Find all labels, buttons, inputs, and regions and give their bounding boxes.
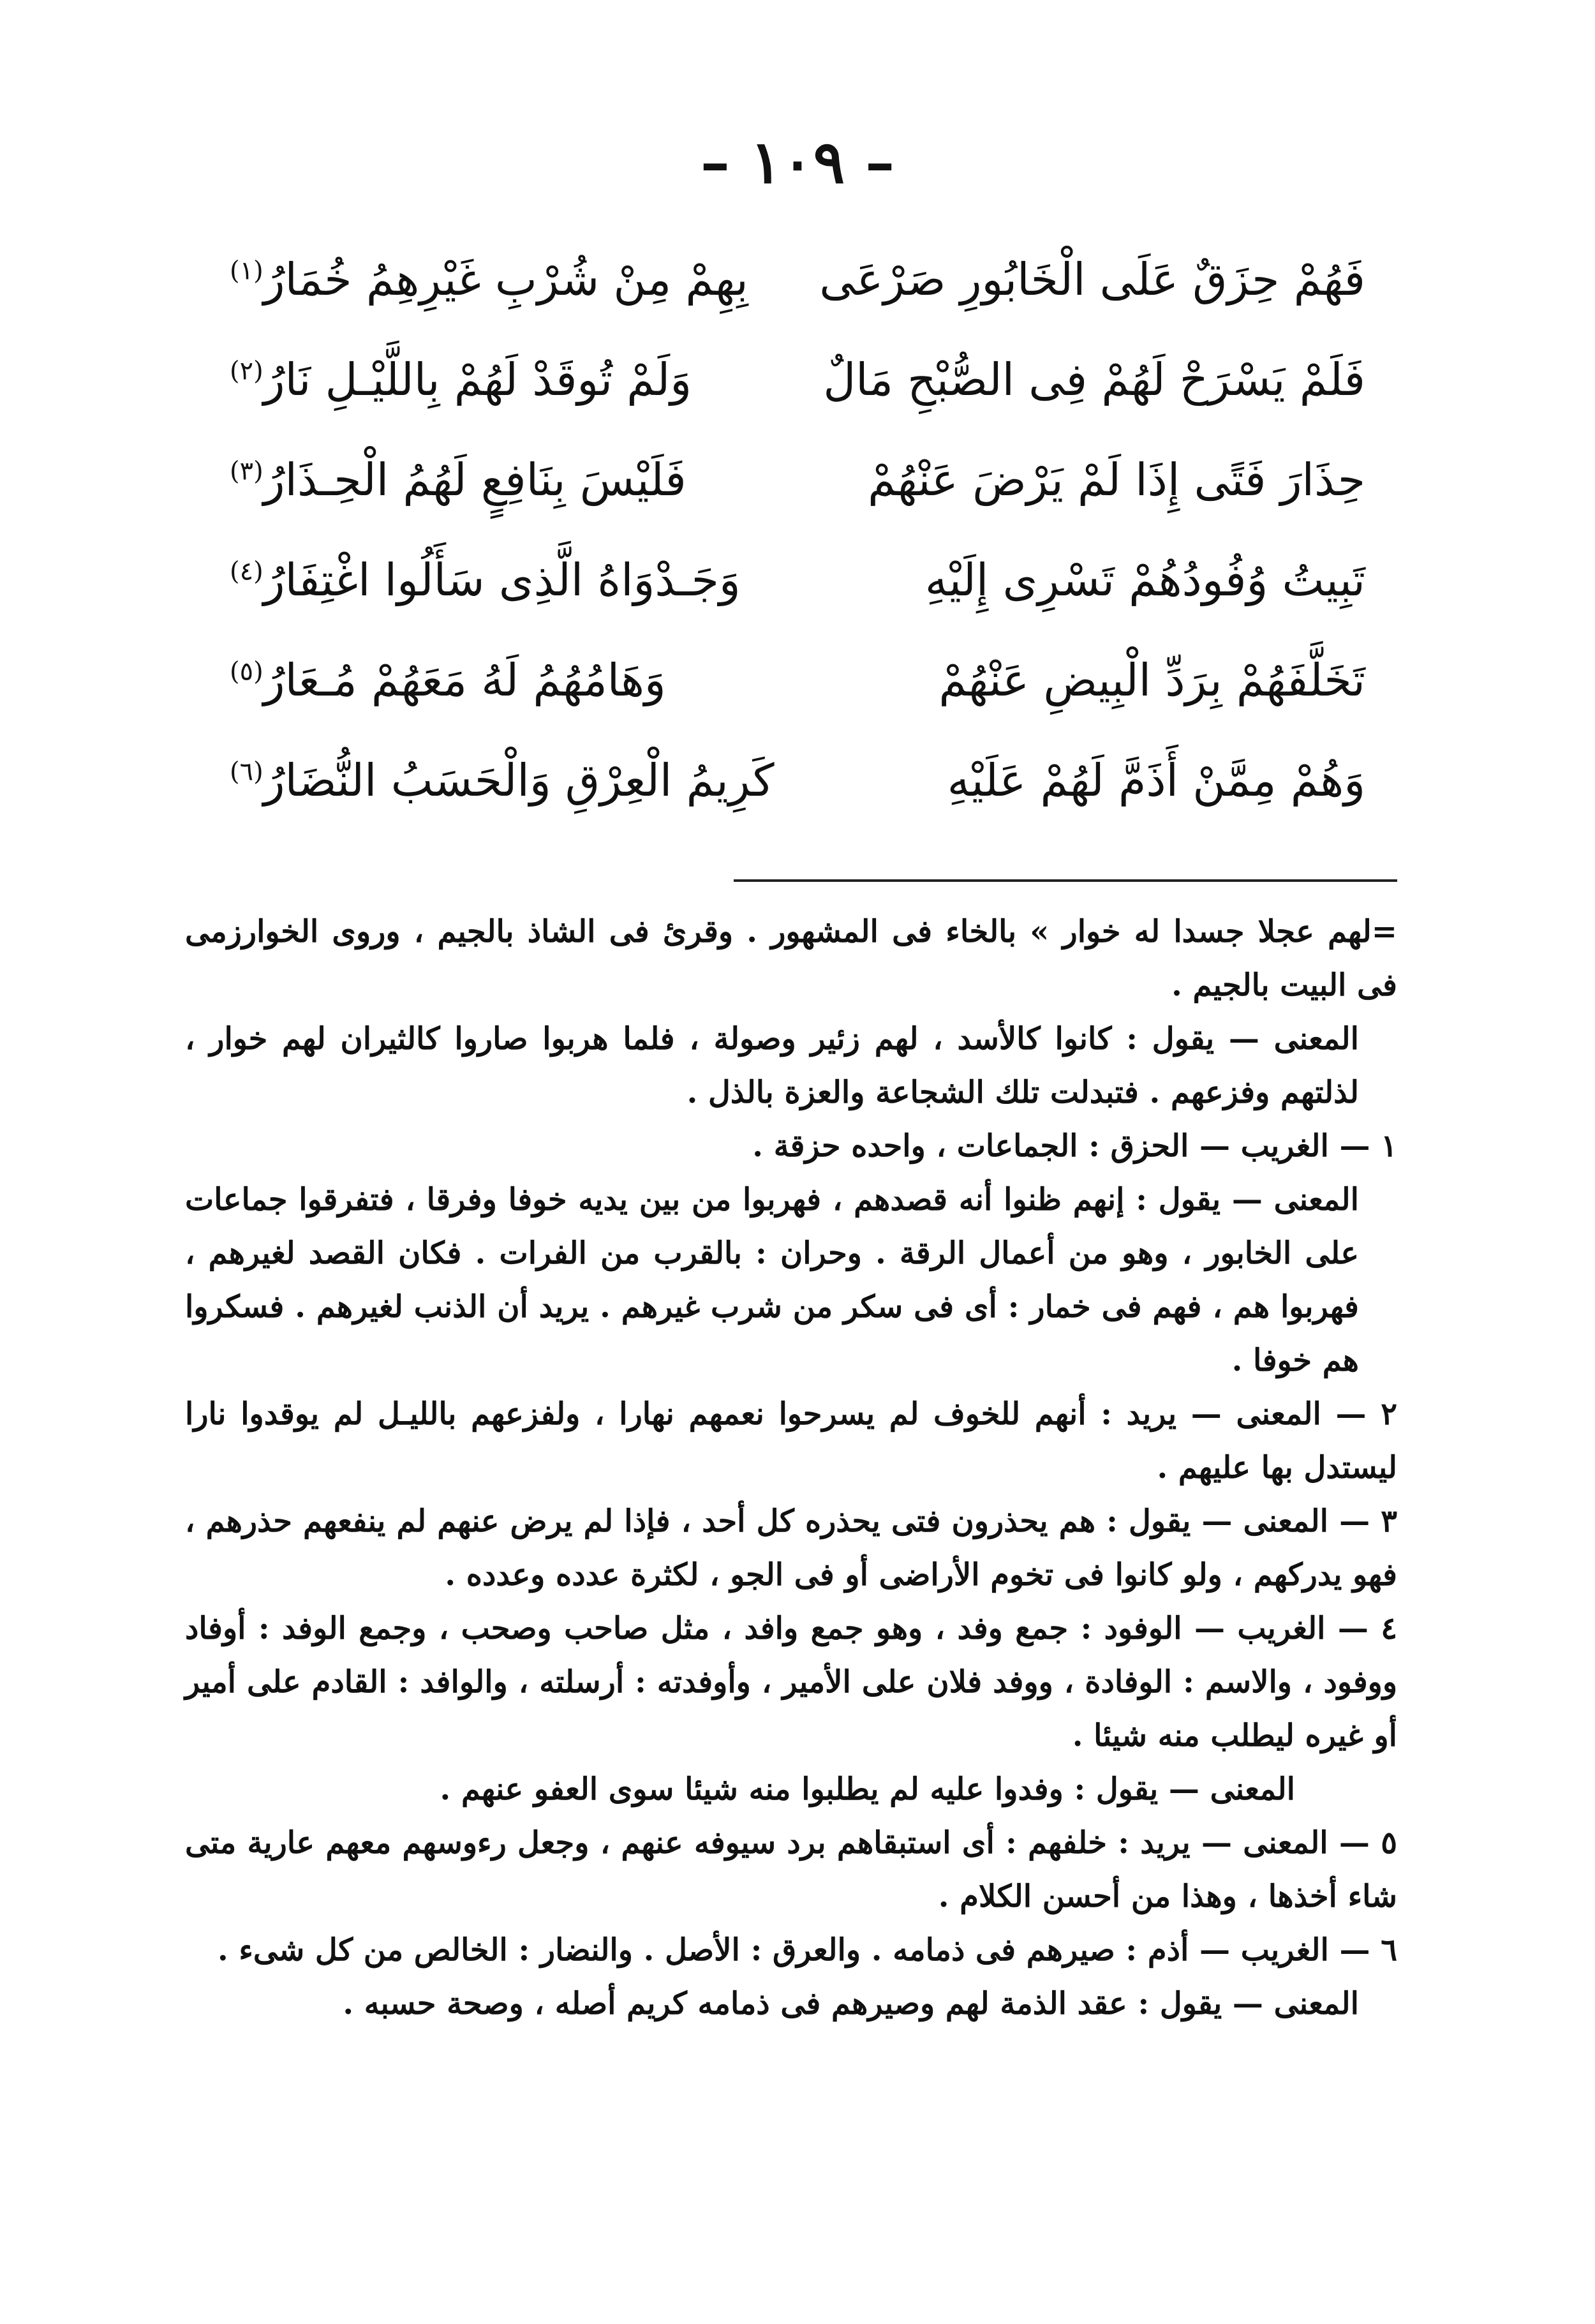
verse-second-hemistich xyxy=(230,731,791,831)
verse-second-hemistich xyxy=(230,630,791,731)
poem-verses xyxy=(230,230,1365,831)
footnote-marker: (١) xyxy=(230,256,263,286)
commentary-paragraph: ١ — الغريب — الحزق : الجماعات ، واحده حزقة . xyxy=(752,1128,1397,1164)
verse-second-hemistich xyxy=(230,530,791,630)
verse-line xyxy=(230,731,1365,831)
verse-second-hemistich xyxy=(230,330,791,430)
commentary-paragraph: =لهم عجلا جسدا له خوار » بالخاء فى المشهور . وقرئ فى الشاذ بالجيم ، وروى الخوارزمى فى البيت بالجيم . xyxy=(185,914,1397,1003)
footnote-marker: (٣) xyxy=(230,456,263,486)
commentary-paragraph: المعنى — يقول : وفدوا عليه لم يطلبوا منه شيئا سوى العفو عنهم . xyxy=(440,1771,1295,1807)
verse-first-hemistich: تَخَلَّفَهُمْ بِرَدِّ الْبِيضِ عَنْهُمْ xyxy=(938,654,1365,706)
footnote-marker: (٢) xyxy=(230,356,263,386)
verse-second-hemistich-text: كَرِيمُ الْعِرْقِ وَالْحَسَبُ النُّضَارُ xyxy=(263,754,775,807)
verse-second-hemistich xyxy=(230,230,791,330)
commentary-paragraph: المعنى — يقول : عقد الذمة لهم وصيرهم فى ذمامه كريم أصله ، وصحة حسبه . xyxy=(343,1986,1359,2022)
verse-first-hemistich: فَلَمْ يَسْرَحْ لَهُمْ فِى الصُّبْحِ مَالٌ xyxy=(823,354,1365,406)
verse-second-hemistich-text: وَلَمْ تُوقَدْ لَهُمْ بِاللَّيْـلِ نَارُ xyxy=(263,354,692,406)
commentary-paragraph: ٤ — الغريب — الوفود : جمع وفد ، وهو جمع وافد ، مثل صاحب وصحب ، وجمع الوفد : أوفاد ووفود ، والاسم : الوفادة ، ووفد فلان على الأمير ، وأوفدته : أرسلته ، والوافد : القادم على أمير أو غيره ليطلب منه شيئا . xyxy=(185,1611,1398,1754)
verse-second-hemistich-text: وَهَامُهُمُ لَهُ مَعَهُمْ مُـعَارُ xyxy=(263,654,666,706)
verse-line xyxy=(230,330,1365,430)
commentary-notes xyxy=(185,905,1397,2030)
footnote-marker: (٦) xyxy=(230,757,263,787)
verse-second-hemistich-text: وَجَـدْوَاهُ الَّذِى سَأَلُوا اغْتِفَارُ xyxy=(263,554,741,606)
verse-first-hemistich: تَبِيتُ وُفُودُهُمْ تَسْرِى إِلَيْهِ xyxy=(924,554,1365,606)
verse-second-hemistich-text: فَلَيْسَ بِنَافِعٍ لَهُمُ الْحِـذَارُ xyxy=(263,454,686,506)
verse-line xyxy=(230,430,1365,530)
verse-first-hemistich: حِذَارَ فَتًى إِذَا لَمْ يَرْضَ عَنْهُمْ xyxy=(868,454,1365,506)
verse-line xyxy=(230,230,1365,330)
footnote-marker: (٥) xyxy=(230,657,263,687)
footnote-divider xyxy=(734,879,1397,882)
footnote-marker: (٤) xyxy=(230,556,263,586)
verse-line xyxy=(230,630,1365,731)
verse-second-hemistich xyxy=(230,430,791,530)
verse-first-hemistich: وَهُمْ مِمَّنْ أَذَمَّ لَهُمْ عَلَيْهِ xyxy=(947,754,1365,807)
commentary-paragraph: ٢ — المعنى — يريد : أنهم للخوف لم يسرحوا نعمهم نهارا ، ولفزعهم بالليـل لم يوقدوا نارا ليستدل بها عليهم . xyxy=(185,1396,1397,1486)
verse-second-hemistich-text: بِهِمْ مِنْ شُرْبِ غَيْرِهِمُ خُمَارُ xyxy=(263,253,748,306)
commentary-paragraph: ٦ — الغريب — أذم : صيرهم فى ذمامه . والعرق : الأصل . والنضار : الخالص من كل شىء . xyxy=(217,1932,1397,1968)
commentary-paragraph: المعنى — يقول : إنهم ظنوا أنه قصدهم ، فهربوا من بين يديه خوفا وفرقا ، فتفرقوا جماعات على الخابور ، وهو من أعمال الرقة . وحران : بالقرب من الفرات . فكان القصد لغيرهم ، فهربوا هم ، فهم فى خمار : أى فى سكر من شرب غيرهم . يريد أن الذنب لغيرهم . فسكروا هم خوفا . xyxy=(185,1182,1359,1378)
page-number: – ١٠٩ – xyxy=(700,128,895,197)
verse-line xyxy=(230,530,1365,630)
verse-first-hemistich: فَهُمْ حِزَقٌ عَلَى الْخَابُورِ صَرْعَى xyxy=(819,253,1365,306)
commentary-paragraph: المعنى — يقول : كانوا كالأسد ، لهم زئير وصولة ، فلما هربوا صاروا كالثيران لهم خوار ، لذلتهم وفزعهم . فتبدلت تلك الشجاعة والعزة بالذل . xyxy=(185,1021,1359,1110)
commentary-paragraph: ٣ — المعنى — يقول : هم يحذرون فتى يحذره كل أحد ، فإذا لم يرض عنهم لم ينفعهم حذرهم ، فهو يدركهم ، ولو كانوا فى تخوم الأراضى أو فى الجو ، لكثرة عدده وعدده . xyxy=(185,1503,1397,1593)
commentary-paragraph: ٥ — المعنى — يريد : خلفهم : أى استبقاهم برد سيوفه عنهم ، وجعل رءوسهم معهم عارية متى شاء أخذها ، وهذا من أحسن الكلام . xyxy=(185,1825,1398,1914)
